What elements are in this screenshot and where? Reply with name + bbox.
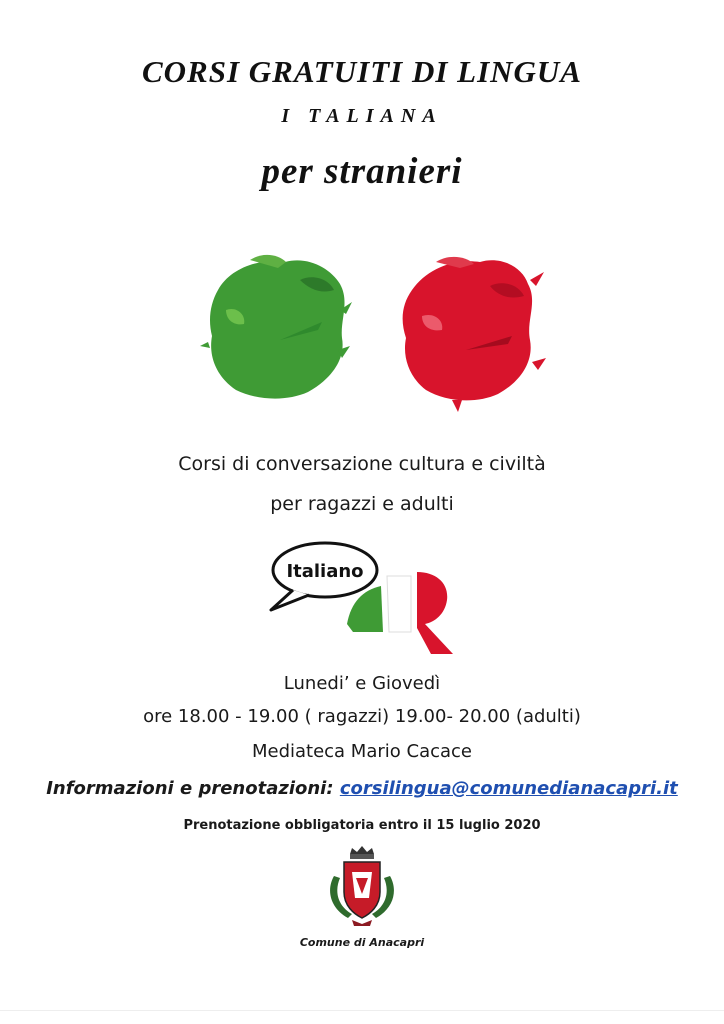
title-line-2: I TALIANA — [281, 105, 443, 127]
info-line — [0, 778, 724, 799]
schedule-days: Lunedi’ e Giovedì — [283, 673, 441, 694]
red-paint-splash — [403, 257, 546, 412]
issuer-name: Comune di Anacapri — [299, 936, 425, 949]
title-line-3: per stranieri — [261, 151, 463, 192]
comune-crest-icon — [322, 846, 402, 930]
logo-bubble-text: Italiano — [286, 561, 364, 582]
green-paint-splash — [200, 255, 352, 399]
subtitle-line-2: per ragazzi e adulti — [270, 493, 454, 515]
info-email-link[interactable]: corsilingua@comunedianacapri.it — [339, 778, 678, 799]
course-location: Mediateca Mario Cacace — [251, 741, 473, 762]
schedule-hours: ore 18.00 - 19.00 ( ragazzi) 19.00- 20.00 (adulti) — [143, 706, 581, 727]
italian-flag-paint-splash-icon — [190, 250, 560, 424]
scan-edge-divider — [0, 1010, 724, 1011]
booking-deadline: Prenotazione obbligatoria entro il 15 luglio 2020 — [183, 818, 541, 833]
subtitle-line-1: Corsi di conversazione cultura e civiltà — [178, 453, 546, 475]
title-line-1: CORSI GRATUITI DI LINGUA — [141, 54, 582, 89]
italiano-logo — [265, 532, 460, 661]
info-label: Informazioni e prenotazioni: — [46, 778, 334, 799]
